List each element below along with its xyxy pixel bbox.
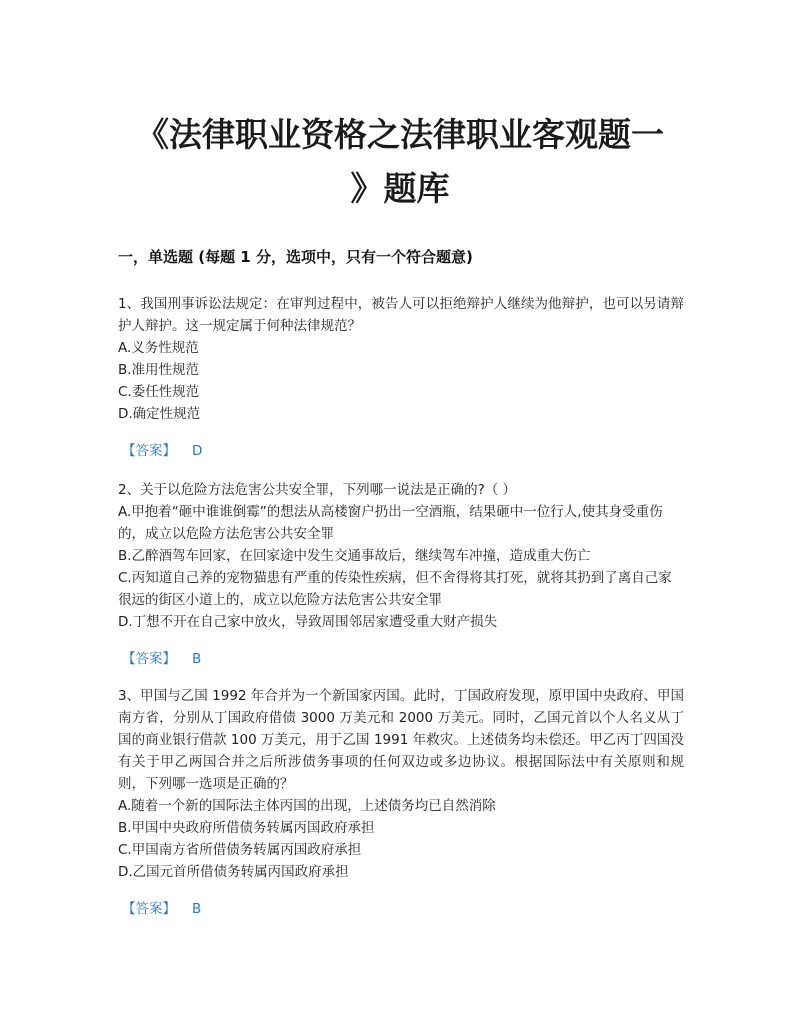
option-c: C.甲国南方省所借债务转属丙国政府承担 [118, 842, 362, 858]
document-title [100, 108, 700, 216]
question-stem: 3、甲国与乙国 1992 年合并为一个新国家丙国。此时，丁国政府发现，原甲国中央政府、甲国南方省，分别从丁国政府借债 3000 万美元和 2000 万美元。同时，乙国元首以个人名义从丁国的商业银行借款 100 万美元，用于乙国 1991 年救灾。上述债务均未偿还。甲乙丙丁四国没有关于甲乙两国合并之后所涉债务事项的任何双边或多边协议。根据国际法中有关原则和规则，下列哪一选项是正确的？ [118, 688, 684, 792]
option-c: C.委任性规范 [118, 384, 200, 400]
question-stem: 1、我国刑事诉讼法规定：在审判过程中，被告人可以拒绝辩护人继续为他辩护，也可以另请辩护人辩护。这一规定属于何种法律规范？ [118, 296, 684, 334]
option-b: B.乙醉酒驾车回家，在回家途中发生交通事故后，继续驾车冲撞，造成重大伤亡 [118, 548, 591, 564]
option-a: A.甲抱着“砸中谁谁倒霉”的想法从高楼窗户扔出一空酒瓶，结果砸中一位行人,使其身受重伤的，成立以危险方法危害公共安全罪 [118, 504, 663, 542]
option-b: B.甲国中央政府所借债务转属丙国政府承担 [118, 820, 375, 836]
answer-value: B [192, 651, 202, 667]
question-stem: 2、关于以危险方法危害公共安全罪，下列哪一说法是正确的?（ ） [118, 482, 517, 498]
answer-label: 【答案】 [122, 901, 176, 917]
question-2 [118, 479, 684, 669]
option-b: B.准用性规范 [118, 362, 200, 378]
title-line-2: 》题库 [350, 169, 450, 208]
section-heading: 一，单选题 (每题 1 分，选项中，只有一个符合题意) [118, 248, 473, 266]
answer-line [118, 441, 684, 461]
option-d: D.丁想不开在自己家中放火，导致周围邻居家遭受重大财产损失 [118, 614, 498, 630]
option-d: D.乙国元首所借债务转属丙国政府承担 [118, 864, 349, 880]
option-c: C.丙知道自己养的宠物猫患有严重的传染性疾病，但不舍得将其打死，就将其扔到了离自己家很远的街区小道上的，成立以危险方法危害公共安全罪 [118, 570, 672, 608]
answer-label: 【答案】 [122, 443, 176, 459]
answer-label: 【答案】 [122, 651, 176, 667]
question-3 [118, 685, 684, 919]
question-1 [118, 293, 684, 461]
title-line-1: 《法律职业资格之法律职业客观题一 [136, 115, 664, 154]
option-d: D.确定性规范 [118, 406, 201, 422]
answer-line [118, 649, 684, 669]
answer-value: D [192, 443, 203, 459]
answer-line [118, 899, 684, 919]
answer-value: B [192, 901, 202, 917]
option-a: A.随着一个新的国际法主体丙国的出现，上述债务均已自然消除 [118, 798, 496, 814]
option-a: A.义务性规范 [118, 340, 199, 356]
